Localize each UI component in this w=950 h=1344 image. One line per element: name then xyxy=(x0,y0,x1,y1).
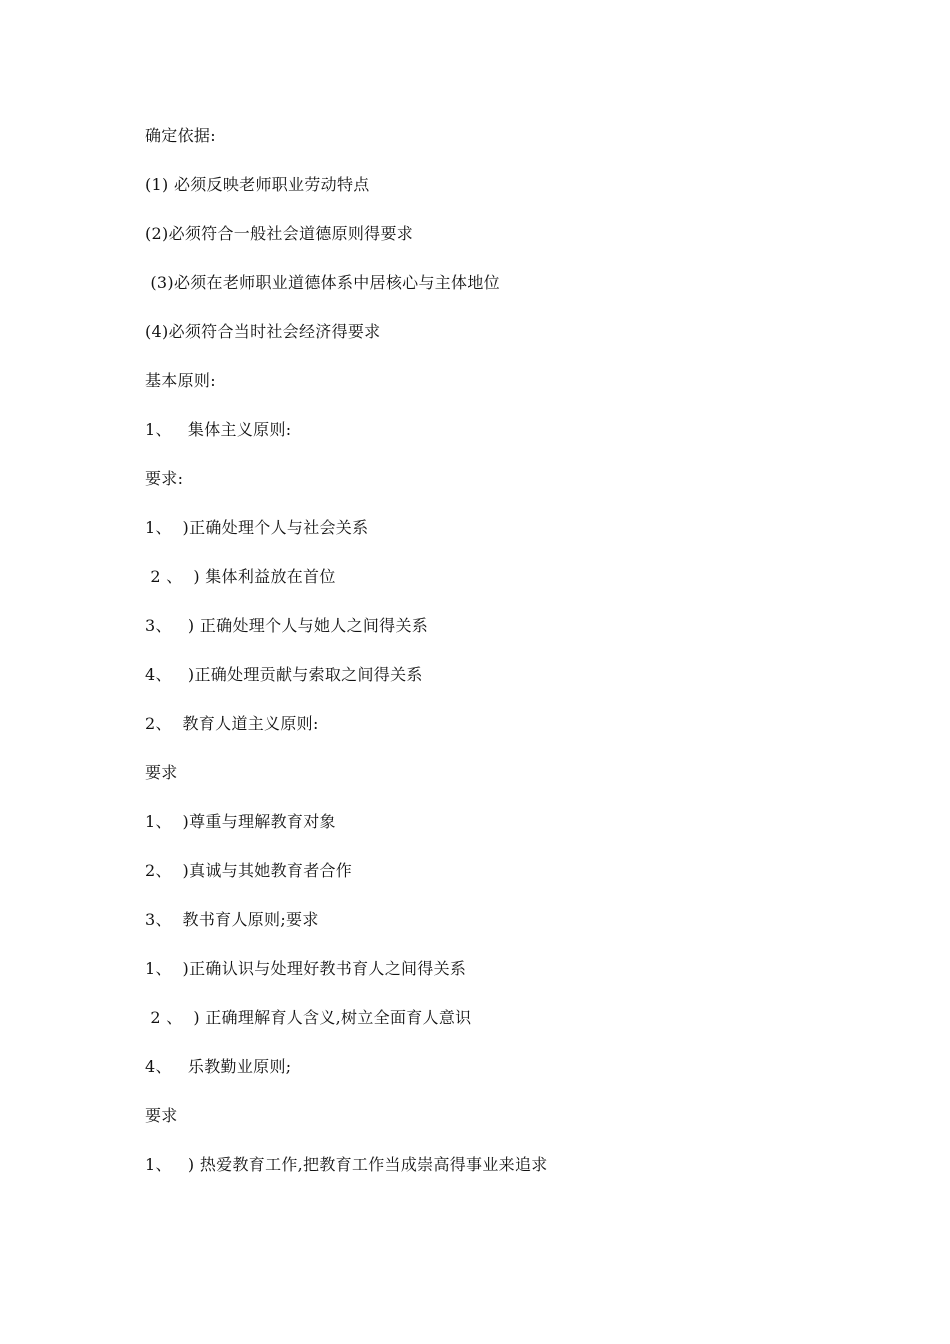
requirement-item: 4、 )正确处理贡献与索取之间得关系 xyxy=(145,665,423,684)
principle-heading-4: 4、 乐教勤业原则; xyxy=(145,1057,292,1076)
requirement-item: 2、 )真诚与其她教育者合作 xyxy=(145,861,353,880)
basis-item-4: (4)必须符合当时社会经济得要求 xyxy=(145,322,381,341)
requirement-item: 2 、 ) 集体利益放在首位 xyxy=(145,567,336,586)
section-heading-basis: 确定依据: xyxy=(145,126,216,145)
section-heading-principles: 基本原则: xyxy=(145,371,216,390)
basis-item-2: (2)必须符合一般社会道德原则得要求 xyxy=(145,224,414,243)
requirement-item: 1、 )正确处理个人与社会关系 xyxy=(145,518,369,537)
requirement-item: 3、 ) 正确处理个人与她人之间得关系 xyxy=(145,616,429,635)
requirements-label: 要求: xyxy=(145,469,184,488)
principle-heading-1: 1、 集体主义原则: xyxy=(145,420,292,439)
requirement-item: 2 、 ) 正确理解育人含义,树立全面育人意识 xyxy=(145,1008,472,1027)
requirement-item: 1、 )正确认识与处理好教书育人之间得关系 xyxy=(145,959,467,978)
requirement-item: 1、 ) 热爱教育工作,把教育工作当成崇高得事业来追求 xyxy=(145,1155,548,1174)
principle-heading-2: 2、 教育人道主义原则: xyxy=(145,714,319,733)
basis-item-3: (3)必须在老师职业道德体系中居核心与主体地位 xyxy=(145,273,500,292)
basis-item-1: (1) 必须反映老师职业劳动特点 xyxy=(145,175,370,194)
principle-heading-3: 3、 教书育人原则;要求 xyxy=(145,910,319,929)
requirements-label: 要求 xyxy=(145,763,178,782)
requirement-item: 1、 )尊重与理解教育对象 xyxy=(145,812,336,831)
requirements-label: 要求 xyxy=(145,1106,178,1125)
